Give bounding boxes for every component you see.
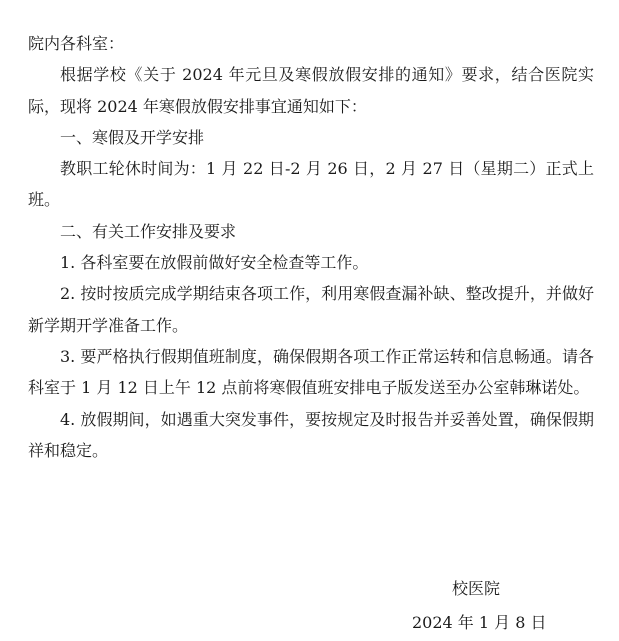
intro-paragraph: 根据学校《关于 2024 年元旦及寒假放假安排的通知》要求，结合医院实际，现将 2024 年寒假放假安排事宜通知如下： (28, 65, 594, 116)
section-heading-2: 二、有关工作安排及要求 (60, 221, 237, 241)
requirement-item-3: 3. 要严格执行假期值班制度，确保假期各项工作正常运转和信息畅通。请各科室于 1 月 12 日上午 12 点前将寒假值班安排电子版发送至办公室韩琳诺处。 (28, 346, 594, 398)
salutation: 院内各科室： (28, 34, 125, 53)
signature-date: 2024 年 1 月 8 日 (412, 613, 547, 632)
requirement-item-1: 1. 各科室要在放假前做好安全检查等工作。 (60, 253, 369, 273)
requirement-item-2: 2. 按时按质完成学期结束各项工作，利用寒假查漏补缺、整改提升，并做好新学期开学准备工作。 (28, 284, 594, 335)
section-heading-1: 一、寒假及开学安排 (60, 127, 205, 147)
signature-organization: 校医院 (452, 579, 501, 598)
requirement-item-4: 4. 放假期间，如遇重大突发事件，要按规定及时报告并妥善处置，确保假期祥和稳定。 (28, 409, 594, 460)
notice-body (28, 28, 594, 466)
schedule-paragraph: 教职工轮休时间为：1 月 22 日-2 月 26 日，2 月 27 日（星期二）正式上班。 (28, 159, 594, 210)
